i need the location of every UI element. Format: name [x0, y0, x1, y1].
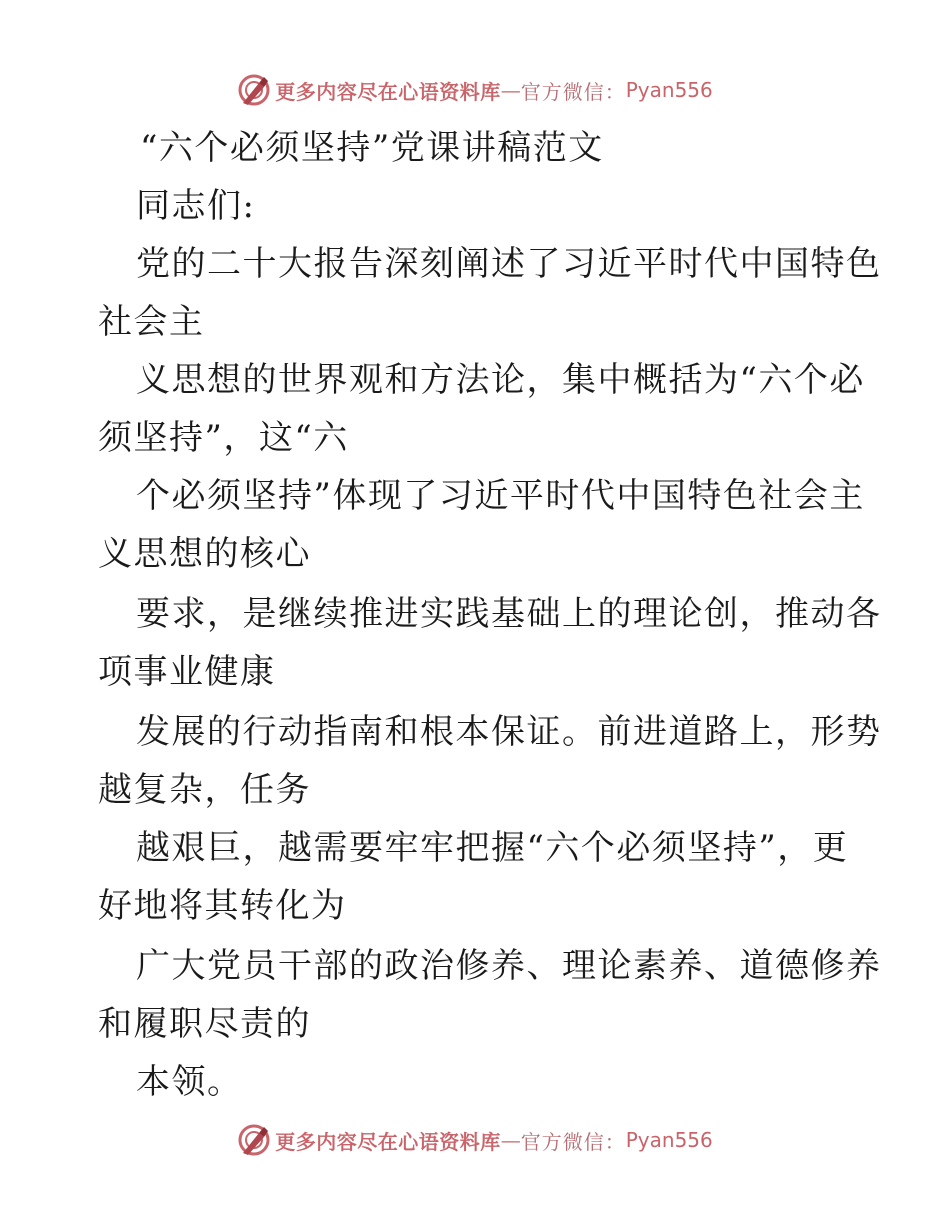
paragraph-line: 和履职尽责的 [98, 1004, 311, 1044]
document-title: “六个必须坚持”党课讲稿范文 [140, 128, 604, 168]
paragraph-line: 好地将其转化为 [98, 886, 347, 926]
salutation: 同志们: [136, 186, 256, 226]
paragraph-line: 须坚持”，这“六 [98, 418, 349, 458]
banner-main-text: 更多内容尽在心语资料库 [275, 1129, 501, 1154]
banner-wechat-label: 官方微信： [520, 79, 626, 104]
paragraph-line: 要求，是继续推进实践基础上的理论创，推动各 [136, 594, 882, 634]
paragraph-line: 本领。 [136, 1062, 243, 1102]
footer-watermark-banner [0, 1120, 950, 1160]
pen-logo-icon [237, 1123, 271, 1157]
banner-separator: — [500, 78, 521, 102]
pen-logo-icon [237, 73, 271, 107]
paragraph-line: 社会主 [98, 302, 205, 342]
header-watermark-banner [0, 70, 950, 110]
paragraph-line: 党的二十大报告深刻阐述了习近平时代中国特色 [136, 244, 882, 284]
paragraph-line: 义思想的核心 [98, 534, 311, 574]
paragraph-line: 越艰巨，越需要牢牢把握“六个必须坚持”，更 [136, 828, 849, 868]
paragraph-line: 项事业健康 [98, 652, 276, 692]
banner-separator: — [500, 1128, 521, 1152]
paragraph-line: 广大党员干部的政治修养、理论素养、道德修养 [136, 946, 882, 986]
banner-main-text: 更多内容尽在心语资料库 [275, 79, 501, 104]
banner-wechat-label: 官方微信： [520, 1129, 626, 1154]
paragraph-line: 义思想的世界观和方法论，集中概括为“六个必 [136, 360, 865, 400]
paragraph-line: 个必须坚持”体现了习近平时代中国特色社会主 [136, 476, 865, 516]
paragraph-line: 发展的行动指南和根本保证。前进道路上，形势 [136, 712, 882, 752]
paragraph-line: 越复杂，任务 [98, 770, 311, 810]
banner-wechat-id: Pyan556 [625, 1128, 713, 1152]
banner-wechat-id: Pyan556 [625, 78, 713, 102]
